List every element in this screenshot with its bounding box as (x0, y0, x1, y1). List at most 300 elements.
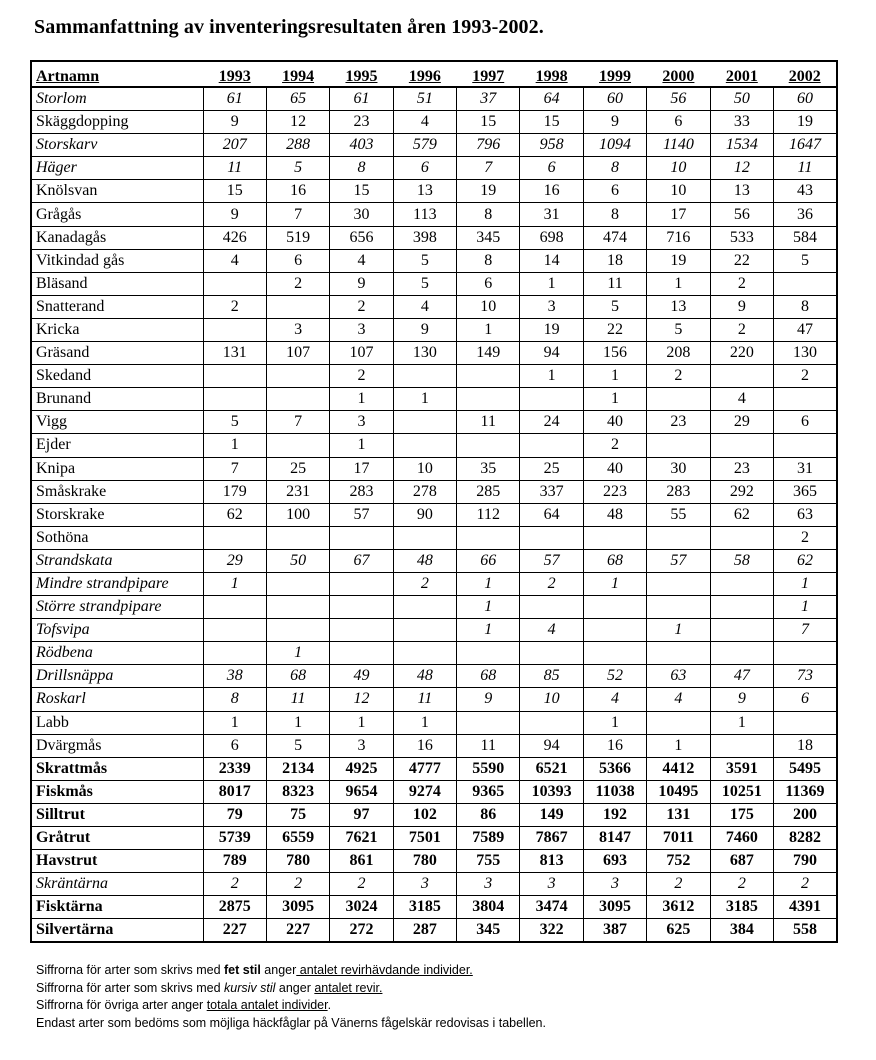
count-cell: 2 (774, 365, 837, 388)
count-cell: 61 (203, 87, 266, 111)
count-cell (203, 388, 266, 411)
count-cell: 2 (266, 272, 329, 295)
count-cell (774, 388, 837, 411)
count-cell: 10 (457, 295, 520, 318)
count-cell: 11 (457, 411, 520, 434)
count-cell: 16 (393, 734, 456, 757)
count-cell: 1 (457, 318, 520, 341)
count-cell: 283 (647, 480, 710, 503)
count-cell: 5 (393, 249, 456, 272)
count-cell: 175 (710, 803, 773, 826)
count-cell: 149 (520, 803, 583, 826)
count-cell: 25 (520, 457, 583, 480)
table-row (31, 180, 837, 203)
table-row (31, 873, 837, 896)
table-row (31, 365, 837, 388)
count-cell: 8147 (583, 827, 646, 850)
count-cell: 780 (393, 850, 456, 873)
count-cell: 1 (457, 596, 520, 619)
count-cell: 149 (457, 342, 520, 365)
count-cell (266, 365, 329, 388)
count-cell (647, 572, 710, 595)
count-cell: 533 (710, 226, 773, 249)
species-name: Storlom (31, 87, 203, 111)
count-cell: 107 (330, 342, 393, 365)
count-cell (583, 642, 646, 665)
count-cell: 61 (330, 87, 393, 111)
count-cell (266, 434, 329, 457)
count-cell: 7 (203, 457, 266, 480)
count-cell: 287 (393, 919, 456, 943)
count-cell: 1 (457, 572, 520, 595)
count-cell: 19 (457, 180, 520, 203)
count-cell: 227 (266, 919, 329, 943)
page-title: Sammanfattning av inventeringsresultaten åren 1993-2002. (34, 16, 544, 38)
note-text: Siffrorna för arter som skrivs med (36, 963, 225, 977)
count-cell: 5 (203, 411, 266, 434)
table-row (31, 87, 837, 111)
count-cell: 8 (203, 688, 266, 711)
species-name: Labb (31, 711, 203, 734)
count-cell: 796 (457, 134, 520, 157)
count-cell: 12 (266, 111, 329, 134)
count-cell: 65 (266, 87, 329, 111)
count-cell: 1 (520, 272, 583, 295)
count-cell: 398 (393, 226, 456, 249)
count-cell (203, 642, 266, 665)
table-row (31, 411, 837, 434)
note-bold-term: fet stil (224, 963, 261, 977)
count-cell: 10393 (520, 780, 583, 803)
count-cell (330, 619, 393, 642)
species-name: Brunand (31, 388, 203, 411)
count-cell: 3474 (520, 896, 583, 919)
count-cell: 3185 (393, 896, 456, 919)
count-cell: 474 (583, 226, 646, 249)
count-cell (203, 596, 266, 619)
count-cell (393, 365, 456, 388)
table-row (31, 665, 837, 688)
table-row (31, 295, 837, 318)
count-cell: 4 (520, 619, 583, 642)
header-year: 2000 (647, 61, 710, 87)
count-cell: 780 (266, 850, 329, 873)
count-cell: 625 (647, 919, 710, 943)
count-cell: 36 (774, 203, 837, 226)
count-cell: 97 (330, 803, 393, 826)
species-name: Silvertärna (31, 919, 203, 943)
count-cell: 2 (647, 873, 710, 896)
count-cell: 3095 (583, 896, 646, 919)
count-cell: 10 (647, 157, 710, 180)
table-row (31, 919, 837, 943)
count-cell: 49 (330, 665, 393, 688)
count-cell: 1 (457, 619, 520, 642)
count-cell: 584 (774, 226, 837, 249)
count-cell: 7 (457, 157, 520, 180)
count-cell: 1094 (583, 134, 646, 157)
count-cell: 52 (583, 665, 646, 688)
count-cell: 7 (266, 203, 329, 226)
count-cell (520, 526, 583, 549)
table-row (31, 318, 837, 341)
count-cell: 9 (710, 295, 773, 318)
count-cell: 11369 (774, 780, 837, 803)
count-cell: 9 (203, 203, 266, 226)
count-cell: 11 (583, 272, 646, 295)
count-cell: 13 (393, 180, 456, 203)
count-cell: 5 (266, 157, 329, 180)
count-cell: 131 (203, 342, 266, 365)
count-cell: 4 (710, 388, 773, 411)
note-scope: Endast arter som bedöms som möjliga häckfåglar på Vänerns fågelskär redovisas i tabellen. (36, 1015, 546, 1030)
species-name: Fisktärna (31, 896, 203, 919)
count-cell: 10 (647, 180, 710, 203)
species-name: Strandskata (31, 549, 203, 572)
count-cell: 107 (266, 342, 329, 365)
count-cell: 6 (774, 411, 837, 434)
count-cell (710, 596, 773, 619)
count-cell: 231 (266, 480, 329, 503)
count-cell: 656 (330, 226, 393, 249)
count-cell: 1 (774, 596, 837, 619)
count-cell: 752 (647, 850, 710, 873)
count-cell (520, 711, 583, 734)
count-cell (710, 434, 773, 457)
header-artnamn: Artnamn (31, 61, 203, 87)
count-cell: 558 (774, 919, 837, 943)
count-cell: 8 (583, 157, 646, 180)
count-cell: 57 (330, 503, 393, 526)
count-cell: 1 (774, 572, 837, 595)
count-cell: 7 (266, 411, 329, 434)
note-other (36, 997, 546, 1015)
footnotes (36, 962, 546, 1032)
count-cell: 17 (647, 203, 710, 226)
count-cell: 5590 (457, 757, 520, 780)
count-cell: 68 (583, 549, 646, 572)
header-year: 1994 (266, 61, 329, 87)
count-cell: 9 (393, 318, 456, 341)
count-cell (710, 572, 773, 595)
count-cell (583, 619, 646, 642)
count-cell (266, 388, 329, 411)
count-cell: 33 (710, 111, 773, 134)
table-row (31, 803, 837, 826)
count-cell: 30 (330, 203, 393, 226)
note-italic (36, 980, 546, 998)
count-cell: 2 (774, 526, 837, 549)
table-row (31, 780, 837, 803)
count-cell: 1 (203, 572, 266, 595)
count-cell: 4 (583, 688, 646, 711)
count-cell: 278 (393, 480, 456, 503)
count-cell: 57 (647, 549, 710, 572)
species-name: Snatterand (31, 295, 203, 318)
count-cell (266, 295, 329, 318)
header-year: 1998 (520, 61, 583, 87)
count-cell: 3804 (457, 896, 520, 919)
count-cell (203, 619, 266, 642)
table-row (31, 734, 837, 757)
count-cell: 5 (583, 295, 646, 318)
count-cell (203, 272, 266, 295)
count-cell (710, 365, 773, 388)
note-underlined: totala antalet individer (206, 998, 328, 1012)
count-cell: 223 (583, 480, 646, 503)
count-cell: 9654 (330, 780, 393, 803)
header-year: 1997 (457, 61, 520, 87)
count-cell (266, 596, 329, 619)
count-cell: 31 (520, 203, 583, 226)
count-cell: 1 (647, 272, 710, 295)
count-cell: 693 (583, 850, 646, 873)
count-cell: 94 (520, 734, 583, 757)
count-cell: 19 (520, 318, 583, 341)
header-year: 1995 (330, 61, 393, 87)
count-cell: 579 (393, 134, 456, 157)
count-cell: 3024 (330, 896, 393, 919)
species-name: Mindre strandpipare (31, 572, 203, 595)
count-cell (647, 642, 710, 665)
count-cell: 716 (647, 226, 710, 249)
count-cell: 220 (710, 342, 773, 365)
count-cell (266, 572, 329, 595)
count-cell: 8323 (266, 780, 329, 803)
header-year: 1999 (583, 61, 646, 87)
count-cell (647, 596, 710, 619)
count-cell: 48 (393, 549, 456, 572)
count-cell: 3095 (266, 896, 329, 919)
count-cell (710, 734, 773, 757)
species-name: Knipa (31, 457, 203, 480)
count-cell: 7011 (647, 827, 710, 850)
count-cell: 7501 (393, 827, 456, 850)
count-cell: 2 (710, 873, 773, 896)
count-cell: 48 (393, 665, 456, 688)
count-cell: 5739 (203, 827, 266, 850)
count-cell: 37 (457, 87, 520, 111)
count-cell: 11038 (583, 780, 646, 803)
count-cell: 2 (266, 873, 329, 896)
count-cell: 3612 (647, 896, 710, 919)
species-name: Storskrake (31, 503, 203, 526)
count-cell: 10495 (647, 780, 710, 803)
count-cell (330, 526, 393, 549)
count-cell: 698 (520, 226, 583, 249)
count-cell: 18 (774, 734, 837, 757)
count-cell (457, 711, 520, 734)
count-cell: 90 (393, 503, 456, 526)
count-cell: 1 (330, 434, 393, 457)
table-row (31, 111, 837, 134)
species-name: Fiskmås (31, 780, 203, 803)
count-cell: 322 (520, 919, 583, 943)
count-cell (647, 388, 710, 411)
table-row (31, 827, 837, 850)
species-name: Drillsnäppa (31, 665, 203, 688)
count-cell: 22 (710, 249, 773, 272)
species-name: Kricka (31, 318, 203, 341)
count-cell (393, 619, 456, 642)
count-cell: 29 (710, 411, 773, 434)
count-cell: 4777 (393, 757, 456, 780)
count-cell: 23 (330, 111, 393, 134)
count-cell: 94 (520, 342, 583, 365)
count-cell: 15 (330, 180, 393, 203)
table-row (31, 503, 837, 526)
count-cell: 283 (330, 480, 393, 503)
count-cell: 11 (203, 157, 266, 180)
table-row (31, 342, 837, 365)
count-cell (203, 526, 266, 549)
count-cell: 12 (330, 688, 393, 711)
count-cell: 47 (774, 318, 837, 341)
count-cell: 60 (774, 87, 837, 111)
count-cell: 16 (583, 734, 646, 757)
count-cell: 3591 (710, 757, 773, 780)
species-name: Småskrake (31, 480, 203, 503)
species-name: Grågås (31, 203, 203, 226)
species-name: Vigg (31, 411, 203, 434)
count-cell: 227 (203, 919, 266, 943)
table-row (31, 434, 837, 457)
count-cell: 288 (266, 134, 329, 157)
count-cell: 3 (266, 318, 329, 341)
count-cell: 15 (203, 180, 266, 203)
count-cell: 86 (457, 803, 520, 826)
table-row (31, 642, 837, 665)
species-name: Vitkindad gås (31, 249, 203, 272)
count-cell: 31 (774, 457, 837, 480)
count-cell (393, 411, 456, 434)
count-cell: 62 (774, 549, 837, 572)
count-cell: 130 (393, 342, 456, 365)
count-cell: 1 (583, 572, 646, 595)
count-cell: 3 (393, 873, 456, 896)
count-cell: 62 (203, 503, 266, 526)
count-cell: 24 (520, 411, 583, 434)
table-row (31, 596, 837, 619)
count-cell: 4412 (647, 757, 710, 780)
count-cell (774, 711, 837, 734)
count-cell: 63 (774, 503, 837, 526)
header-year: 2001 (710, 61, 773, 87)
table-row (31, 711, 837, 734)
count-cell: 5 (266, 734, 329, 757)
count-cell: 200 (774, 803, 837, 826)
count-cell: 9 (583, 111, 646, 134)
species-name: Skedand (31, 365, 203, 388)
count-cell: 10 (520, 688, 583, 711)
count-cell: 4 (393, 295, 456, 318)
count-cell (583, 526, 646, 549)
count-cell (520, 642, 583, 665)
count-cell: 2134 (266, 757, 329, 780)
count-cell (393, 526, 456, 549)
count-cell (266, 526, 329, 549)
count-cell: 112 (457, 503, 520, 526)
count-cell (457, 365, 520, 388)
count-cell: 2 (330, 295, 393, 318)
count-cell: 22 (583, 318, 646, 341)
count-cell: 1647 (774, 134, 837, 157)
count-cell: 64 (520, 503, 583, 526)
table-row (31, 480, 837, 503)
count-cell: 4 (393, 111, 456, 134)
table-row (31, 157, 837, 180)
count-cell: 68 (457, 665, 520, 688)
count-cell (647, 526, 710, 549)
count-cell: 2875 (203, 896, 266, 919)
count-cell (710, 642, 773, 665)
count-cell: 30 (647, 457, 710, 480)
count-cell: 6 (583, 180, 646, 203)
count-cell: 8 (457, 249, 520, 272)
note-text: Siffrorna för övriga arter anger (36, 998, 207, 1012)
count-cell: 8 (330, 157, 393, 180)
table-row (31, 619, 837, 642)
species-name: Ejder (31, 434, 203, 457)
count-cell: 1 (266, 711, 329, 734)
count-cell: 2 (520, 572, 583, 595)
count-cell: 50 (710, 87, 773, 111)
count-cell: 2339 (203, 757, 266, 780)
count-cell: 958 (520, 134, 583, 157)
count-cell: 43 (774, 180, 837, 203)
header-year: 2002 (774, 61, 837, 87)
count-cell: 16 (266, 180, 329, 203)
count-cell: 10251 (710, 780, 773, 803)
species-name: Skäggdopping (31, 111, 203, 134)
count-cell: 2 (203, 295, 266, 318)
count-cell: 2 (393, 572, 456, 595)
count-cell (774, 272, 837, 295)
count-cell: 3 (330, 318, 393, 341)
count-cell: 62 (710, 503, 773, 526)
count-cell: 207 (203, 134, 266, 157)
count-cell: 2 (330, 365, 393, 388)
count-cell: 6 (520, 157, 583, 180)
species-name: Större strandpipare (31, 596, 203, 619)
count-cell: 4391 (774, 896, 837, 919)
table-row (31, 896, 837, 919)
count-cell: 6 (647, 111, 710, 134)
table-body (31, 87, 837, 942)
count-cell: 131 (647, 803, 710, 826)
count-cell: 9 (710, 688, 773, 711)
species-name: Knölsvan (31, 180, 203, 203)
table-row (31, 134, 837, 157)
table-row (31, 249, 837, 272)
count-cell: 1534 (710, 134, 773, 157)
count-cell: 11 (457, 734, 520, 757)
count-cell: 1 (583, 388, 646, 411)
count-cell: 73 (774, 665, 837, 688)
table-row (31, 526, 837, 549)
species-name: Rödbena (31, 642, 203, 665)
count-cell: 4 (647, 688, 710, 711)
count-cell (647, 434, 710, 457)
count-cell: 6 (266, 249, 329, 272)
count-cell: 67 (330, 549, 393, 572)
count-cell: 8282 (774, 827, 837, 850)
count-cell (457, 388, 520, 411)
count-cell: 23 (647, 411, 710, 434)
count-cell: 12 (710, 157, 773, 180)
count-cell (203, 318, 266, 341)
count-cell: 1 (330, 388, 393, 411)
